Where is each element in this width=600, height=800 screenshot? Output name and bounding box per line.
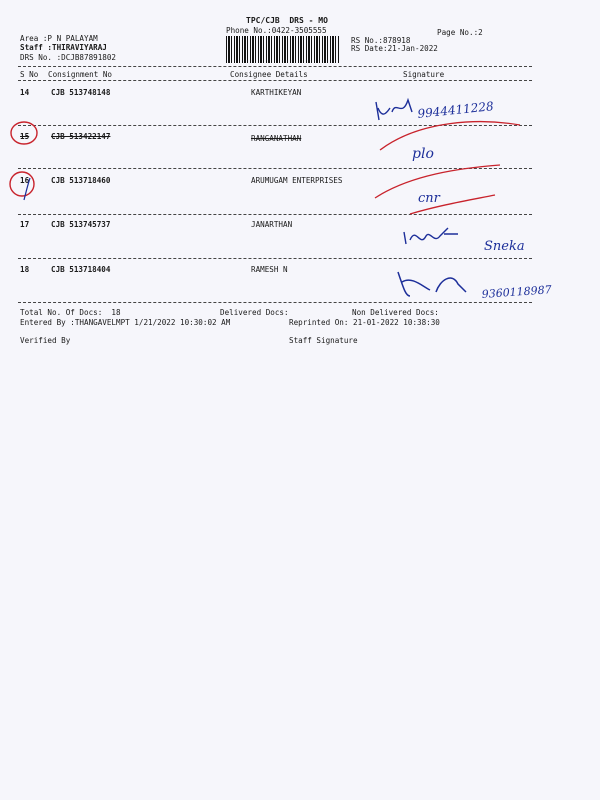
- row-sno: 16: [20, 176, 30, 185]
- reprinted-on: Reprinted On: 21-01-2022 10:38:30: [289, 318, 440, 327]
- row-consignment: CJB 513718404: [51, 265, 111, 274]
- signature-row14: [376, 100, 412, 120]
- row-consignee: RANGANATHAN: [251, 134, 302, 143]
- drs-number: DRS No. :DCJB87891802: [20, 53, 117, 62]
- verified-by: Verified By: [20, 336, 71, 345]
- total-docs: Total No. Of Docs: 18: [20, 308, 121, 317]
- divider: [18, 125, 532, 126]
- row-consignment: CJB 513748148: [51, 88, 111, 97]
- row-sno: 15: [20, 132, 30, 141]
- handwritten-phone-row18: 9360118987: [481, 283, 553, 301]
- row-consignee: JANARTHAN: [251, 220, 293, 229]
- row-consignment: CJB 513422147: [51, 132, 111, 141]
- divider: [18, 302, 532, 303]
- divider: [18, 258, 532, 259]
- rs-date: RS Date:21-Jan-2022: [351, 44, 438, 53]
- handwritten-note-row16: cnr: [418, 191, 440, 206]
- column-header-signature: Signature: [403, 70, 445, 79]
- divider: [18, 214, 532, 215]
- rs-number: RS No.:878918: [351, 36, 411, 45]
- row-consignee: RAMESH N: [251, 265, 288, 274]
- divider: [18, 80, 532, 81]
- red-curve-mark: [410, 195, 495, 214]
- document-title: TPC/CJB DRS - MO: [246, 16, 328, 25]
- column-header-consignee: Consignee Details: [230, 70, 308, 79]
- row-sno: 18: [20, 265, 30, 274]
- row-consignee: KARTHIKEYAN: [251, 88, 302, 97]
- row-consignment: CJB 513745737: [51, 220, 111, 229]
- column-header-consignment: Consignment No: [48, 70, 113, 79]
- staff-signature-label: Staff Signature: [289, 336, 358, 345]
- column-header-sno: S No: [20, 70, 39, 79]
- staff-label: Staff :THIRAVIYARAJ: [20, 43, 107, 52]
- divider: [18, 168, 532, 169]
- page-number: Page No.:2: [437, 28, 483, 37]
- entered-by: Entered By :THANGAVELMPT 1/21/2022 10:30:02 AM: [20, 318, 231, 327]
- phone-number: Phone No.:0422-3505555: [226, 26, 327, 35]
- signature-row18: [398, 272, 466, 296]
- handwritten-note-row15: plo: [412, 146, 434, 162]
- row-consignee: ARUMUGAM ENTERPRISES: [251, 176, 343, 185]
- area-label: Area :P N PALAYAM: [20, 34, 98, 43]
- delivered-docs: Delivered Docs:: [220, 308, 289, 317]
- handwritten-phone-row14: 9944411228: [416, 99, 495, 121]
- signature-row17: [404, 228, 458, 244]
- divider: [18, 66, 532, 67]
- row-sno: 14: [20, 88, 30, 97]
- row-sno: 17: [20, 220, 30, 229]
- red-curve-mark: [375, 165, 500, 198]
- handwritten-name-row17: Sneka: [484, 239, 525, 254]
- row-consignment: CJB 513718460: [51, 176, 111, 185]
- non-delivered-docs: Non Delivered Docs:: [352, 308, 439, 317]
- barcode: [226, 36, 340, 63]
